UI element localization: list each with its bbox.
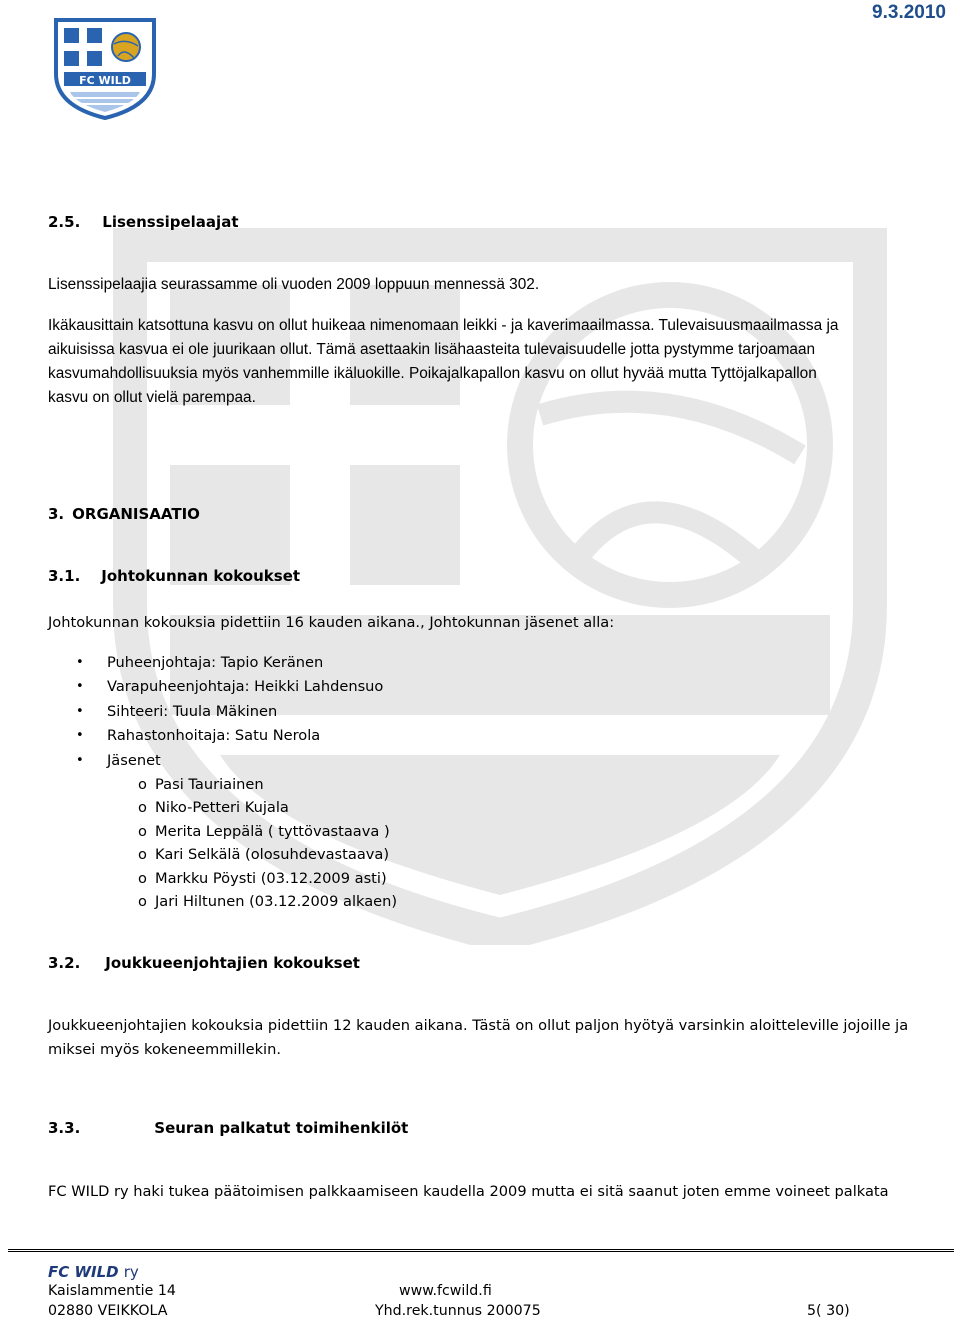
member-label: Sihteeri: Tuula Mäkinen	[107, 702, 278, 720]
bullet-icon: •	[76, 728, 84, 744]
section-2-5-heading	[48, 213, 239, 231]
list-item	[72, 651, 397, 675]
list-item	[72, 675, 397, 699]
member-label: Markku Pöysti (03.12.2009 asti)	[155, 869, 387, 887]
paragraph-line: Joukkueenjohtajien kokouksia pidettiin 12 kauden aikana. Tästä on ollut paljon hyötyä varsinkin aloitteleville jojoille ja	[48, 1017, 909, 1034]
list-item	[72, 700, 397, 724]
member-label: Rahastonhoitaja: Satu Nerola	[107, 727, 321, 745]
member-label: Jari Hiltunen (03.12.2009 alkaen)	[155, 893, 398, 911]
club-logo	[50, 16, 160, 120]
member-label: Pasi Tauriainen	[155, 775, 264, 793]
member-label: Varapuheenjohtaja: Heikki Lahdensuo	[107, 678, 384, 696]
section-title: Lisenssipelaajat	[102, 213, 239, 231]
circle-bullet-icon: o	[138, 775, 147, 793]
footer-brand	[48, 1262, 139, 1281]
section-title: Joukkueenjohtajien kokoukset	[105, 954, 360, 972]
license-players-paragraph: Lisenssipelaajia seurassamme oli vuoden 2009 loppuun mennessä 302.	[48, 276, 540, 293]
section-number: 2.5.	[48, 213, 81, 231]
circle-bullet-icon: o	[138, 822, 147, 840]
bullet-icon: •	[76, 703, 84, 719]
paragraph-line: miksei myös kokeneemmillekin.	[48, 1041, 281, 1058]
growth-paragraph	[48, 314, 838, 410]
section-title: ORGANISAATIO	[72, 505, 200, 523]
bullet-icon: •	[76, 679, 84, 695]
section-title: Johtokunnan kokoukset	[101, 567, 301, 585]
footer-postal: 02880 VEIKKOLA	[48, 1303, 168, 1319]
section-number: 3.3.	[48, 1119, 81, 1137]
list-item	[72, 724, 397, 748]
footer-address: Kaislammentie 14	[48, 1283, 176, 1299]
bullet-icon: •	[76, 752, 84, 768]
section-number: 3.1.	[48, 567, 81, 585]
sub-list-item	[72, 773, 397, 797]
sub-list-item	[72, 843, 397, 867]
staff-paragraph: FC WILD ry haki tukea päätoimisen palkkaamiseen kaudella 2009 mutta ei sitä saanut joten emme voineet palkata	[48, 1183, 889, 1200]
paragraph-line: aikuisissa kasvua ei ole juurikaan ollut. Tämä asettaakin lisähaasteita tulevaisuudelle jotta pystymme tarjoamaan	[48, 341, 816, 358]
circle-bullet-icon: o	[138, 893, 147, 911]
circle-bullet-icon: o	[138, 846, 147, 864]
section-number: 3.2.	[48, 954, 81, 972]
section-number: 3.	[48, 505, 65, 523]
brand-suffix: ry	[123, 1263, 139, 1281]
brand-name: FC WILD	[48, 1263, 119, 1281]
page-number: 5( 30)	[807, 1303, 850, 1319]
board-member-list	[72, 651, 397, 914]
list-item	[72, 749, 397, 773]
section-3-2-heading	[48, 954, 360, 972]
team-leader-paragraph	[48, 1014, 908, 1062]
section-3-3-heading	[48, 1119, 408, 1137]
member-label: Jäsenet	[107, 751, 161, 769]
paragraph-line: kasvumahdollisuuksia myös vanhemmille ikäluokille. Poikajalkapallon kasvu on ollut hyvää mutta Tyttöjalkapallon	[48, 365, 817, 382]
footer-website: www.fcwild.fi	[399, 1283, 492, 1299]
sub-list-item	[72, 820, 397, 844]
sub-list-item	[72, 796, 397, 820]
bullet-icon: •	[76, 655, 84, 670]
section-3-1-heading	[48, 567, 300, 585]
circle-bullet-icon: o	[138, 869, 147, 887]
circle-bullet-icon: o	[138, 799, 147, 817]
sub-list-item	[72, 867, 397, 891]
sub-list-item	[72, 890, 397, 914]
section-title: Seuran palkatut toimihenkilöt	[154, 1119, 409, 1137]
section-3-heading	[48, 505, 200, 523]
member-label: Niko-Petteri Kujala	[155, 799, 289, 817]
member-label: Puheenjohtaja: Tapio Keränen	[107, 654, 324, 671]
paragraph-line: kasvu on ollut vielä parempaa.	[48, 389, 256, 406]
logo-text: FC WILD	[79, 74, 131, 87]
footer-registration: Yhd.rek.tunnus 200075	[375, 1303, 541, 1319]
member-label: Kari Selkälä (olosuhdevastaava)	[155, 846, 390, 864]
board-intro: Johtokunnan kokouksia pidettiin 16 kauden aikana., Johtokunnan jäsenet alla:	[48, 614, 615, 631]
footer-divider	[8, 1249, 954, 1252]
member-label: Merita Leppälä ( tyttövastaava )	[155, 822, 390, 840]
paragraph-line: Ikäkausittain katsottuna kasvu on ollut huikeaa nimenomaan leikki - ja kaverimaailmassa. Tulevaisuusmaailmassa ja	[48, 317, 839, 334]
document-date: 9.3.2010	[872, 2, 946, 23]
